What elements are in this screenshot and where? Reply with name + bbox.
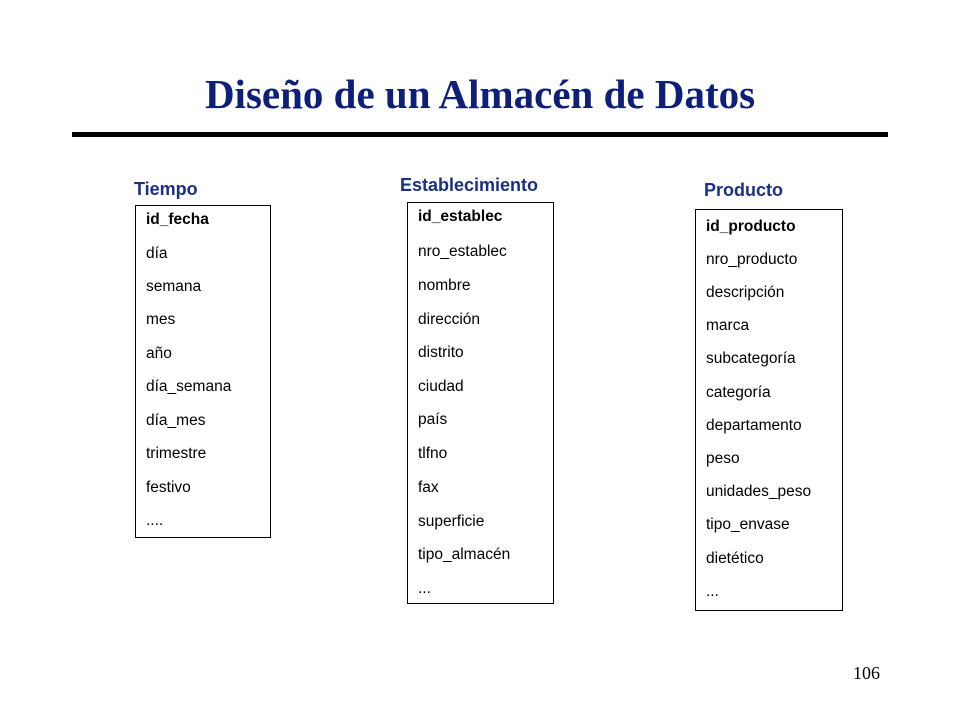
field-peso: peso [706, 450, 740, 467]
field-direccion: dirección [418, 311, 481, 328]
slide-title: Diseño de un Almacén de Datos [204, 71, 756, 117]
field-trimestre: trimestre [146, 445, 207, 462]
table-heading-tiempo: Tiempo [134, 179, 198, 199]
field-ellipsis: .... [146, 512, 164, 529]
field-tlfno: tlfno [418, 445, 448, 462]
field-ano: año [146, 345, 172, 362]
table-establecimiento [407, 202, 554, 604]
field-tipo-almacen: tipo_almacén [418, 546, 511, 563]
field-departamento: departamento [706, 417, 802, 434]
table-heading-establecimiento: Establecimiento [400, 175, 539, 195]
field-id-fecha: id_fecha [146, 211, 209, 228]
field-ellipsis: ... [706, 583, 719, 600]
table-heading-producto: Producto [704, 180, 783, 200]
field-ellipsis: ... [418, 580, 431, 597]
page-number: 106 [853, 663, 880, 683]
field-descripcion: descripción [706, 284, 785, 301]
field-categoria: categoría [706, 384, 771, 401]
table-producto [695, 209, 843, 611]
title-divider [72, 132, 888, 137]
table-tiempo [135, 205, 271, 538]
field-distrito: distrito [418, 344, 464, 361]
field-pais: país [418, 411, 448, 428]
field-dia: día [146, 245, 168, 262]
field-id-establec: id_establec [418, 208, 503, 225]
field-dia-mes: día_mes [146, 412, 206, 429]
field-superficie: superficie [418, 513, 485, 530]
field-mes: mes [146, 311, 176, 328]
field-nro-producto: nro_producto [706, 251, 798, 268]
field-marca: marca [706, 317, 750, 334]
field-semana: semana [146, 278, 202, 295]
field-ciudad: ciudad [418, 378, 464, 395]
field-festivo: festivo [146, 479, 191, 496]
field-fax: fax [418, 479, 439, 496]
field-unidades-peso: unidades_peso [706, 483, 812, 500]
field-tipo-envase: tipo_envase [706, 516, 790, 533]
field-id-producto: id_producto [706, 218, 796, 235]
field-nombre: nombre [418, 277, 471, 294]
field-nro-establec: nro_establec [418, 243, 507, 260]
field-dietetico: dietético [706, 550, 764, 567]
field-dia-semana: día_semana [146, 378, 232, 395]
field-subcategoria: subcategoría [706, 350, 796, 367]
